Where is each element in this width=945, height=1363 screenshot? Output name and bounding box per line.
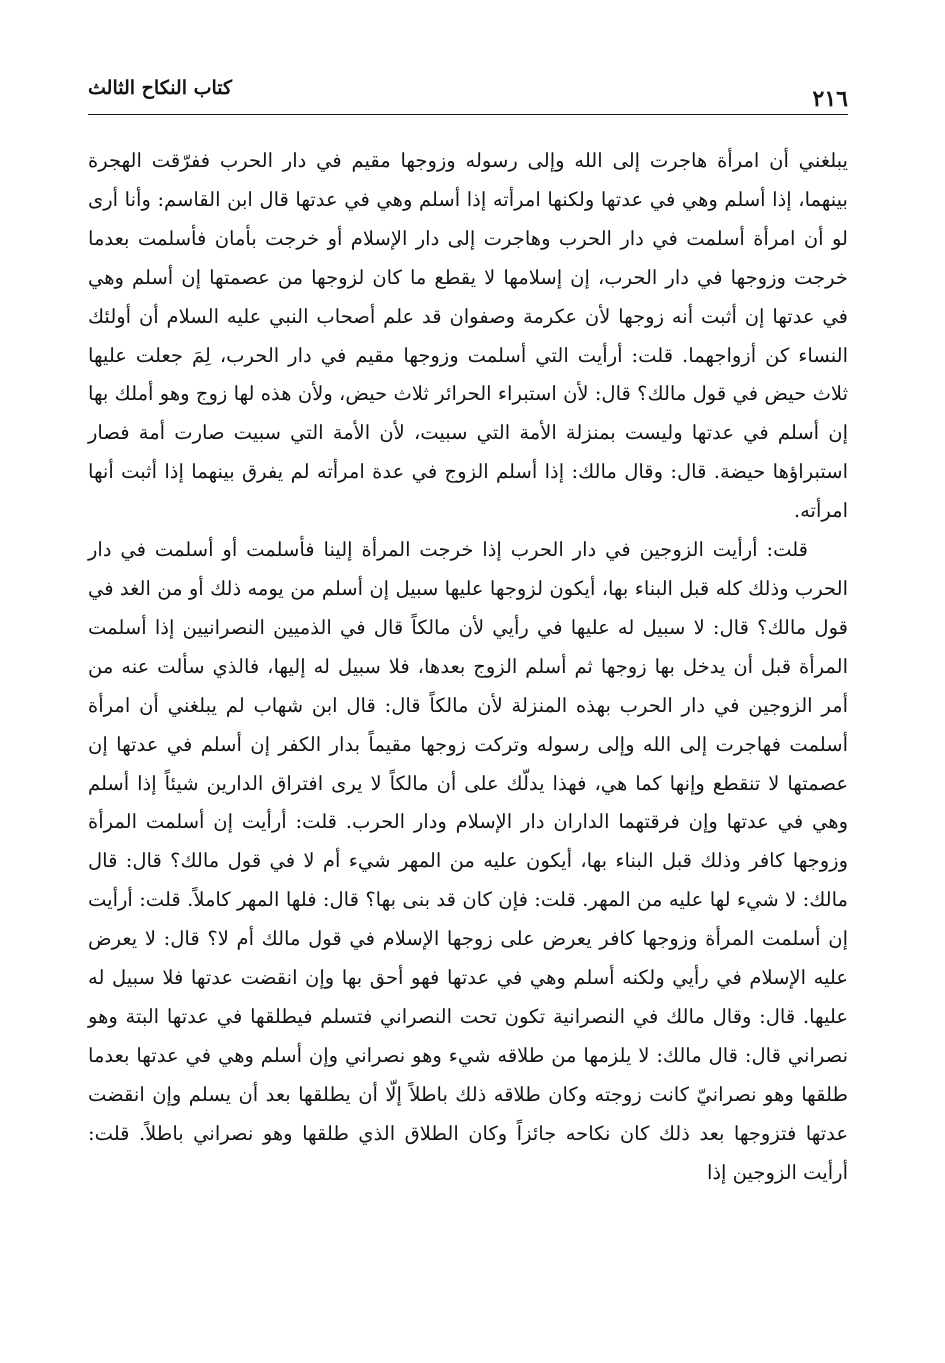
page-number: ٢١٦ [812, 86, 848, 112]
header-rule [88, 114, 848, 115]
body-text [88, 142, 848, 1192]
book-title: كتاب النكاح الثالث [88, 77, 233, 99]
running-header [88, 72, 848, 112]
paragraph: قلت: أرأيت الزوجين في دار الحرب إذا خرجت المرأة إلينا فأسلمت أو أسلمت في دار الحرب وذلك كله قبل البناء بها، أيكون لزوجها عليها سبيل إن أسلم من يومه ذلك أو من الغد في قول مالك؟ قال: لا سبيل له عليها في رأيي لأن مالكاً قال في الذميين النصرانيين إذا أسلمت المرأة قبل أن يدخل بها زوجها ثم أسلم الزوج بعدها، فلا سبيل له إليها، فالذي سألت عنه من أمر الزوجين في دار الحرب بهذه المنزلة لأن مالكاً قال: قال ابن شهاب لم يبلغني أن امرأة أسلمت فهاجرت إلى الله وإلى رسوله وتركت زوجها مقيماً بدار الكفر إن أسلم في عدتها إن عصمتها لا تنقطع وإنها كما هي، فهذا يدلّك على أن مالكاً لا يرى افتراق الدارين شيئاً إذا أسلم وهي في عدتها وإن فرقتهما الداران دار الإسلام ودار الحرب. قلت: أرأيت إن أسلمت المرأة وزوجها كافر وذلك قبل البناء بها، أيكون عليه من المهر شيء أم لا في قول مالك؟ قال: قال مالك: لا شيء لها عليه من المهر. قلت: فإن كان قد بنى بها؟ قال: فلها المهر كاملاً. قلت: أرأيت إن أسلمت المرأة وزوجها كافر يعرض على زوجها الإسلام في قول مالك أم لا؟ قال: لا يعرض عليه الإسلام في رأيي ولكنه أسلم وهي في عدتها فهو أحق بها وإن انقضت عدتها فلا سبيل له عليها. قال: وقال مالك في النصرانية تكون تحت النصراني فتسلم فيطلقها في عدتها البتة وهو نصراني قال: قال مالك: لا يلزمها من طلاقه شيء وهو نصراني وإن أسلم وهي في عدتها بعدما طلقها وهو نصرانيّ كانت زوجته وكان طلاقه ذلك باطلاً إلّا أن يطلقها بعد أن يسلم وإن انقضت عدتها فتزوجها بعد ذلك كان نكاحه جائزاً وكان الطلاق الذي طلقها وهو نصراني باطلاً. قلت: أرأيت الزوجين إذا [88, 538, 849, 1184]
paragraph: يبلغني أن امرأة هاجرت إلى الله وإلى رسوله وزوجها مقيم في دار الحرب ففرّقت الهجرة بينهما، إذا أسلم وهي في عدتها ولكنها امرأته إذا أسلم وهي في عدتها قال ابن القاسم: وأنا أرى لو أن امرأة أسلمت في دار الحرب وهاجرت إلى دار الإسلام أو خرجت بأمان فأسلمت بعدما خرجت وزوجها في دار الحرب، إن إسلامها لا يقطع ما كان لزوجها من عصمتها إن أسلم وهي في عدتها إن أثبت أنه زوجها لأن عكرمة وصفوان قد علم أصحاب النبي عليه السلام أن أولئك النساء كن أزواجهما. قلت: أرأيت التي أسلمت وزوجها مقيم في دار الحرب، لِمَ جعلت عليها ثلاث حيض في قول مالك؟ قال: لأن استبراء الحرائر ثلاث حيض، ولأن هذه لها زوج وهو أملك بها إن أسلم في عدتها وليست بمنزلة الأمة التي سبيت، لأن الأمة التي سبيت صارت أمة فصار استبراؤها حيضة. قال: وقال مالك: إذا أسلم الزوج في عدة امرأته لم يفرق بينهما إذا أثبت أنها امرأته. [88, 149, 848, 523]
